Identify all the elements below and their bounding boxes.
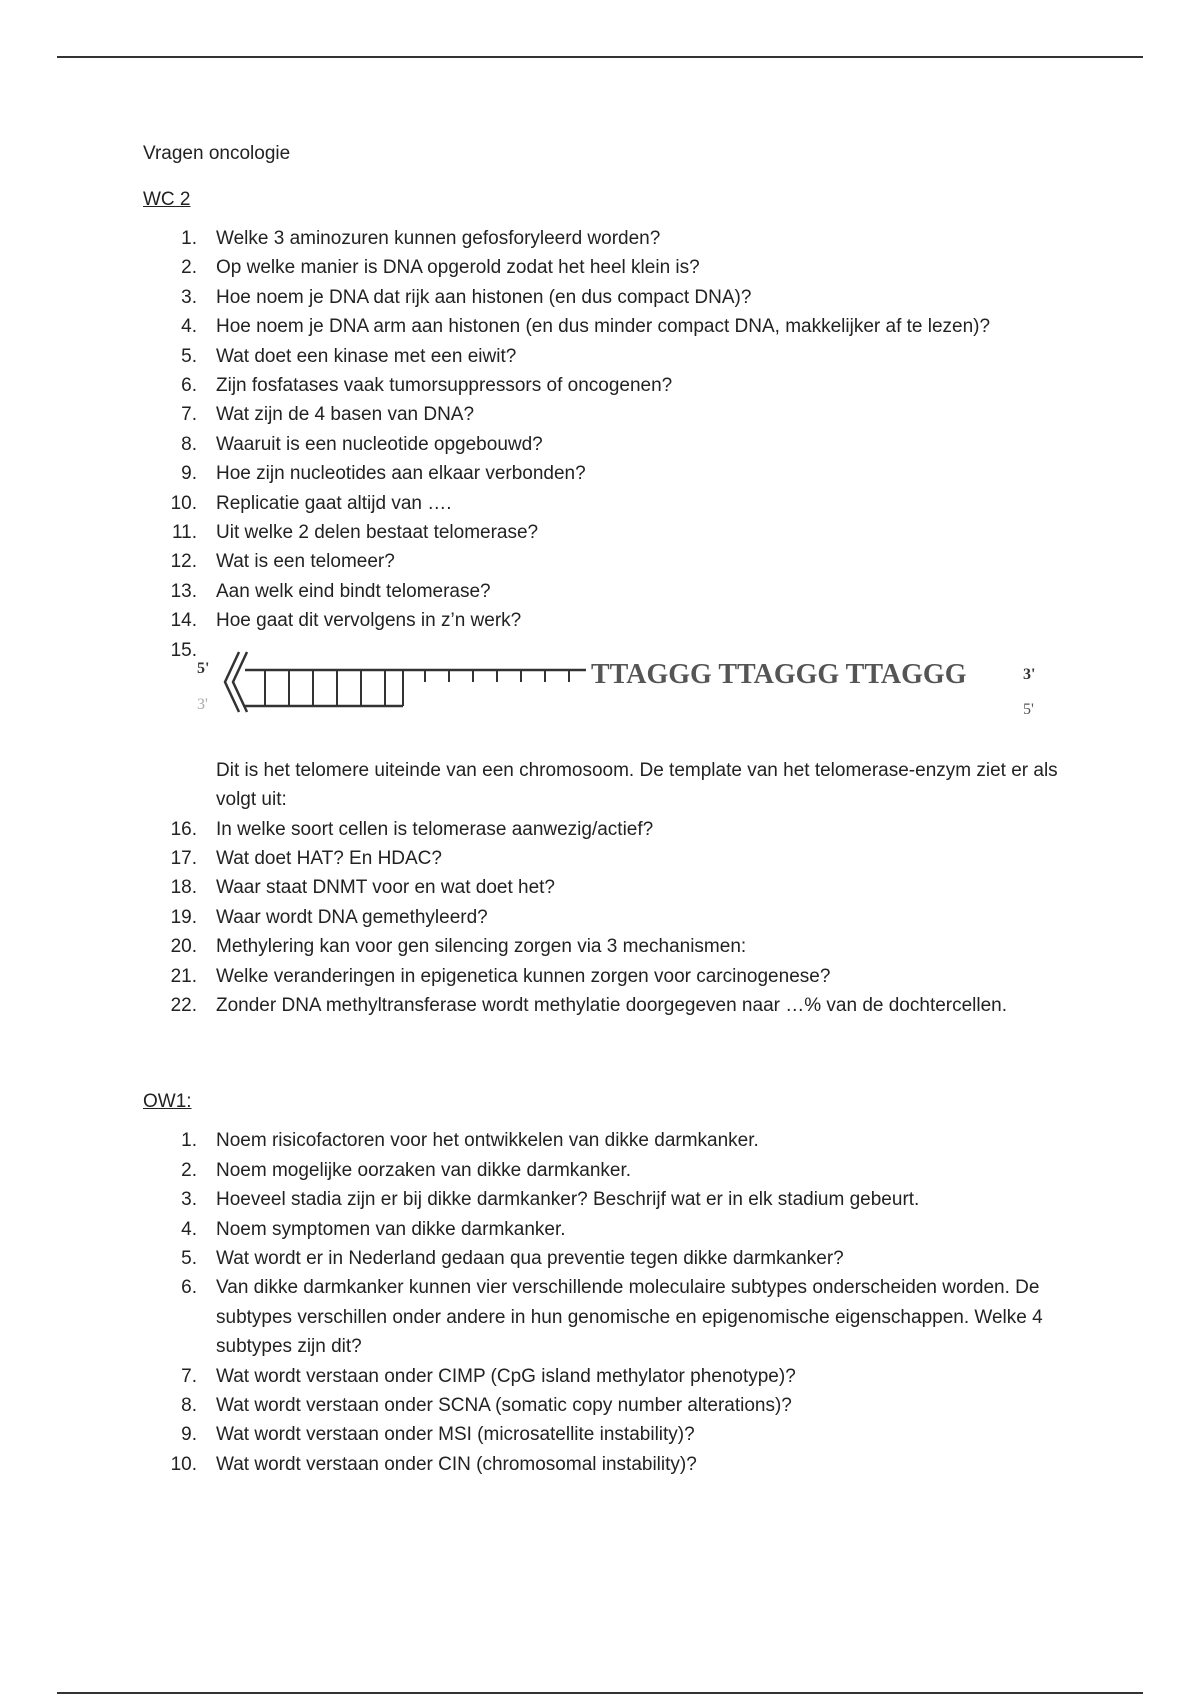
question-item	[143, 1362, 1083, 1391]
question-number: 22.	[170, 994, 197, 1016]
question-item	[143, 400, 1083, 429]
question-number: 7.	[181, 1365, 197, 1387]
question-number: 17.	[170, 847, 197, 869]
question-list-wc2-part2	[143, 815, 1083, 1021]
label-5prime-left: 5'	[197, 659, 210, 677]
question-text: Zijn fosfatases vaak tumorsuppressors of oncogenen?	[216, 375, 673, 397]
question-number: 9.	[181, 463, 197, 485]
question-number: 5.	[181, 345, 197, 367]
question-number: 1.	[181, 228, 197, 249]
question-item	[143, 459, 1083, 488]
question-text: Welke veranderingen in epigenetica kunnen zorgen voor carcinogenese?	[216, 965, 831, 987]
question-number: 21.	[170, 965, 197, 987]
question-item	[143, 371, 1083, 400]
document-page	[143, 140, 1083, 1479]
question-item	[143, 430, 1083, 459]
question-number: 4.	[181, 316, 197, 338]
question-number: 19.	[170, 906, 197, 928]
question-text: Waar staat DNMT voor en wat doet het?	[216, 877, 555, 899]
question-number: 10.	[170, 1453, 197, 1475]
question-item	[143, 844, 1083, 873]
label-3prime-left: 3'	[197, 695, 208, 713]
section-ow1	[143, 1088, 1083, 1479]
question-item	[143, 873, 1083, 902]
question-text: Hoe noem je DNA arm aan histonen (en dus minder compact DNA, makkelijker af te lezen)?	[216, 316, 991, 338]
figure-caption: Dit is het telomere uiteinde van een chromosoom. De template van het telomerase-enzym ziet er als volgt uit:	[216, 759, 1058, 811]
question-item	[143, 518, 1083, 547]
question-item	[143, 991, 1083, 1020]
question-number: 7.	[181, 404, 197, 426]
question-text: Hoeveel stadia zijn er bij dikke darmkanker? Beschrijf wat er in elk stadium gebeurt.	[216, 1189, 920, 1211]
question-item	[143, 903, 1083, 932]
question-text: Aan welk eind bindt telomerase?	[216, 580, 491, 602]
question-item	[143, 606, 1083, 635]
question-number: 20.	[170, 936, 197, 958]
question-number: 8.	[181, 1395, 197, 1416]
question-number: 2.	[181, 1159, 197, 1181]
question-number: 3.	[181, 1189, 197, 1211]
question-item	[143, 932, 1083, 961]
question-text: Waar wordt DNA gemethyleerd?	[216, 906, 488, 928]
question-item	[143, 1273, 1083, 1361]
header-rule	[57, 56, 1143, 58]
question-list-ow1	[143, 1126, 1083, 1479]
question-item	[143, 1420, 1083, 1449]
question-item	[143, 547, 1083, 576]
question-item	[143, 253, 1083, 282]
question-number: 4.	[181, 1218, 197, 1240]
question-number: 11.	[171, 522, 197, 544]
question-number: 14.	[170, 610, 197, 632]
question-text: In welke soort cellen is telomerase aanwezig/actief?	[216, 818, 654, 840]
question-text: Wat doet HAT? En HDAC?	[216, 847, 442, 869]
overhang-ticks	[425, 670, 569, 682]
question-item	[143, 224, 1083, 253]
question-text: Waaruit is een nucleotide opgebouwd?	[216, 433, 543, 455]
question-item	[143, 1126, 1083, 1155]
telomere-figure	[193, 636, 1043, 746]
question-text: Wat doet een kinase met een eiwit?	[216, 345, 517, 367]
question-text: Hoe noem je DNA dat rijk aan histonen (en dus compact DNA)?	[216, 286, 752, 308]
section-wc2	[143, 186, 1083, 1020]
telomere-sequence: TTAGGG TTAGGG TTAGGG	[591, 658, 967, 690]
label-5prime-right: 5'	[1023, 700, 1034, 718]
question-text: Noem symptomen van dikke darmkanker.	[216, 1218, 566, 1240]
telomere-diagram	[193, 636, 1043, 746]
document-title: Vragen oncologie	[143, 143, 291, 164]
question-text: Wat is een telomeer?	[216, 551, 395, 573]
question-text: Zonder DNA methyltransferase wordt methylatie doorgegeven naar …% van de dochtercellen.	[216, 994, 1008, 1016]
label-3prime-right: 3'	[1023, 665, 1036, 683]
question-item	[143, 1244, 1083, 1273]
question-item	[143, 1215, 1083, 1244]
question-text: Methylering kan voor gen silencing zorgen via 3 mechanismen:	[216, 936, 747, 958]
question-number: 6.	[181, 1277, 197, 1299]
question-text: Hoe gaat dit vervolgens in z’n werk?	[216, 610, 522, 632]
question-item	[143, 577, 1083, 606]
question-item	[143, 1391, 1083, 1420]
footer-rule	[57, 1692, 1143, 1694]
question-number: 8.	[181, 433, 197, 455]
question-text: Uit welke 2 delen bestaat telomerase?	[216, 522, 539, 544]
question-item	[143, 489, 1083, 518]
question-item	[143, 1185, 1083, 1214]
question-text: Wat zijn de 4 basen van DNA?	[216, 404, 475, 426]
question-text: Van dikke darmkanker kunnen vier verschillende moleculaire subtypes onderscheiden worden. De subtypes verschillen onder andere in hun genomische en epigenomische eigenschappen. Welke 4 subtypes zijn dit?	[216, 1277, 1043, 1358]
question-text: Noem risicofactoren voor het ontwikkelen van dikke darmkanker.	[216, 1130, 759, 1152]
question-item	[143, 1450, 1083, 1479]
question-text: Noem mogelijke oorzaken van dikke darmkanker.	[216, 1159, 632, 1181]
question-text: Op welke manier is DNA opgerold zodat het heel klein is?	[216, 257, 700, 279]
question-text: Wat wordt er in Nederland gedaan qua preventie tegen dikke darmkanker?	[216, 1247, 844, 1269]
question-number: 5.	[181, 1247, 197, 1269]
question-item	[143, 815, 1083, 844]
section-heading-ow1: OW1:	[143, 1091, 192, 1113]
question-text: Wat wordt verstaan onder SCNA (somatic copy number alterations)?	[216, 1395, 792, 1416]
question-number: 18.	[170, 877, 197, 899]
question-text: Welke 3 aminozuren kunnen gefosforyleerd worden?	[216, 228, 661, 249]
question-text: Wat wordt verstaan onder CIMP (CpG island methylator phenotype)?	[216, 1365, 796, 1387]
question-number: 13.	[170, 580, 197, 602]
question-item	[143, 962, 1083, 991]
base-pair-rungs	[265, 670, 403, 706]
question-number: 12.	[170, 551, 197, 573]
question-number: 3.	[181, 286, 197, 308]
question-number: 1.	[181, 1130, 197, 1152]
question-item	[143, 1156, 1083, 1185]
question-number: 9.	[181, 1424, 197, 1446]
question-list-wc2-part1	[143, 224, 1083, 661]
question-text: Wat wordt verstaan onder CIN (chromosomal instability)?	[216, 1453, 697, 1475]
question-item	[143, 312, 1083, 341]
question-text: Hoe zijn nucleotides aan elkaar verbonden?	[216, 463, 586, 485]
question-number: 2.	[181, 257, 197, 279]
question-text: Replicatie gaat altijd van ….	[216, 492, 452, 514]
question-number: 6.	[181, 375, 197, 397]
section-heading-wc2: WC 2	[143, 189, 191, 210]
question-text: Wat wordt verstaan onder MSI (microsatellite instability)?	[216, 1424, 695, 1446]
question-item	[143, 342, 1083, 371]
question-number: 15.	[170, 639, 197, 661]
question-item	[143, 283, 1083, 312]
question-number: 16.	[170, 818, 197, 840]
question-number: 10.	[170, 492, 197, 514]
